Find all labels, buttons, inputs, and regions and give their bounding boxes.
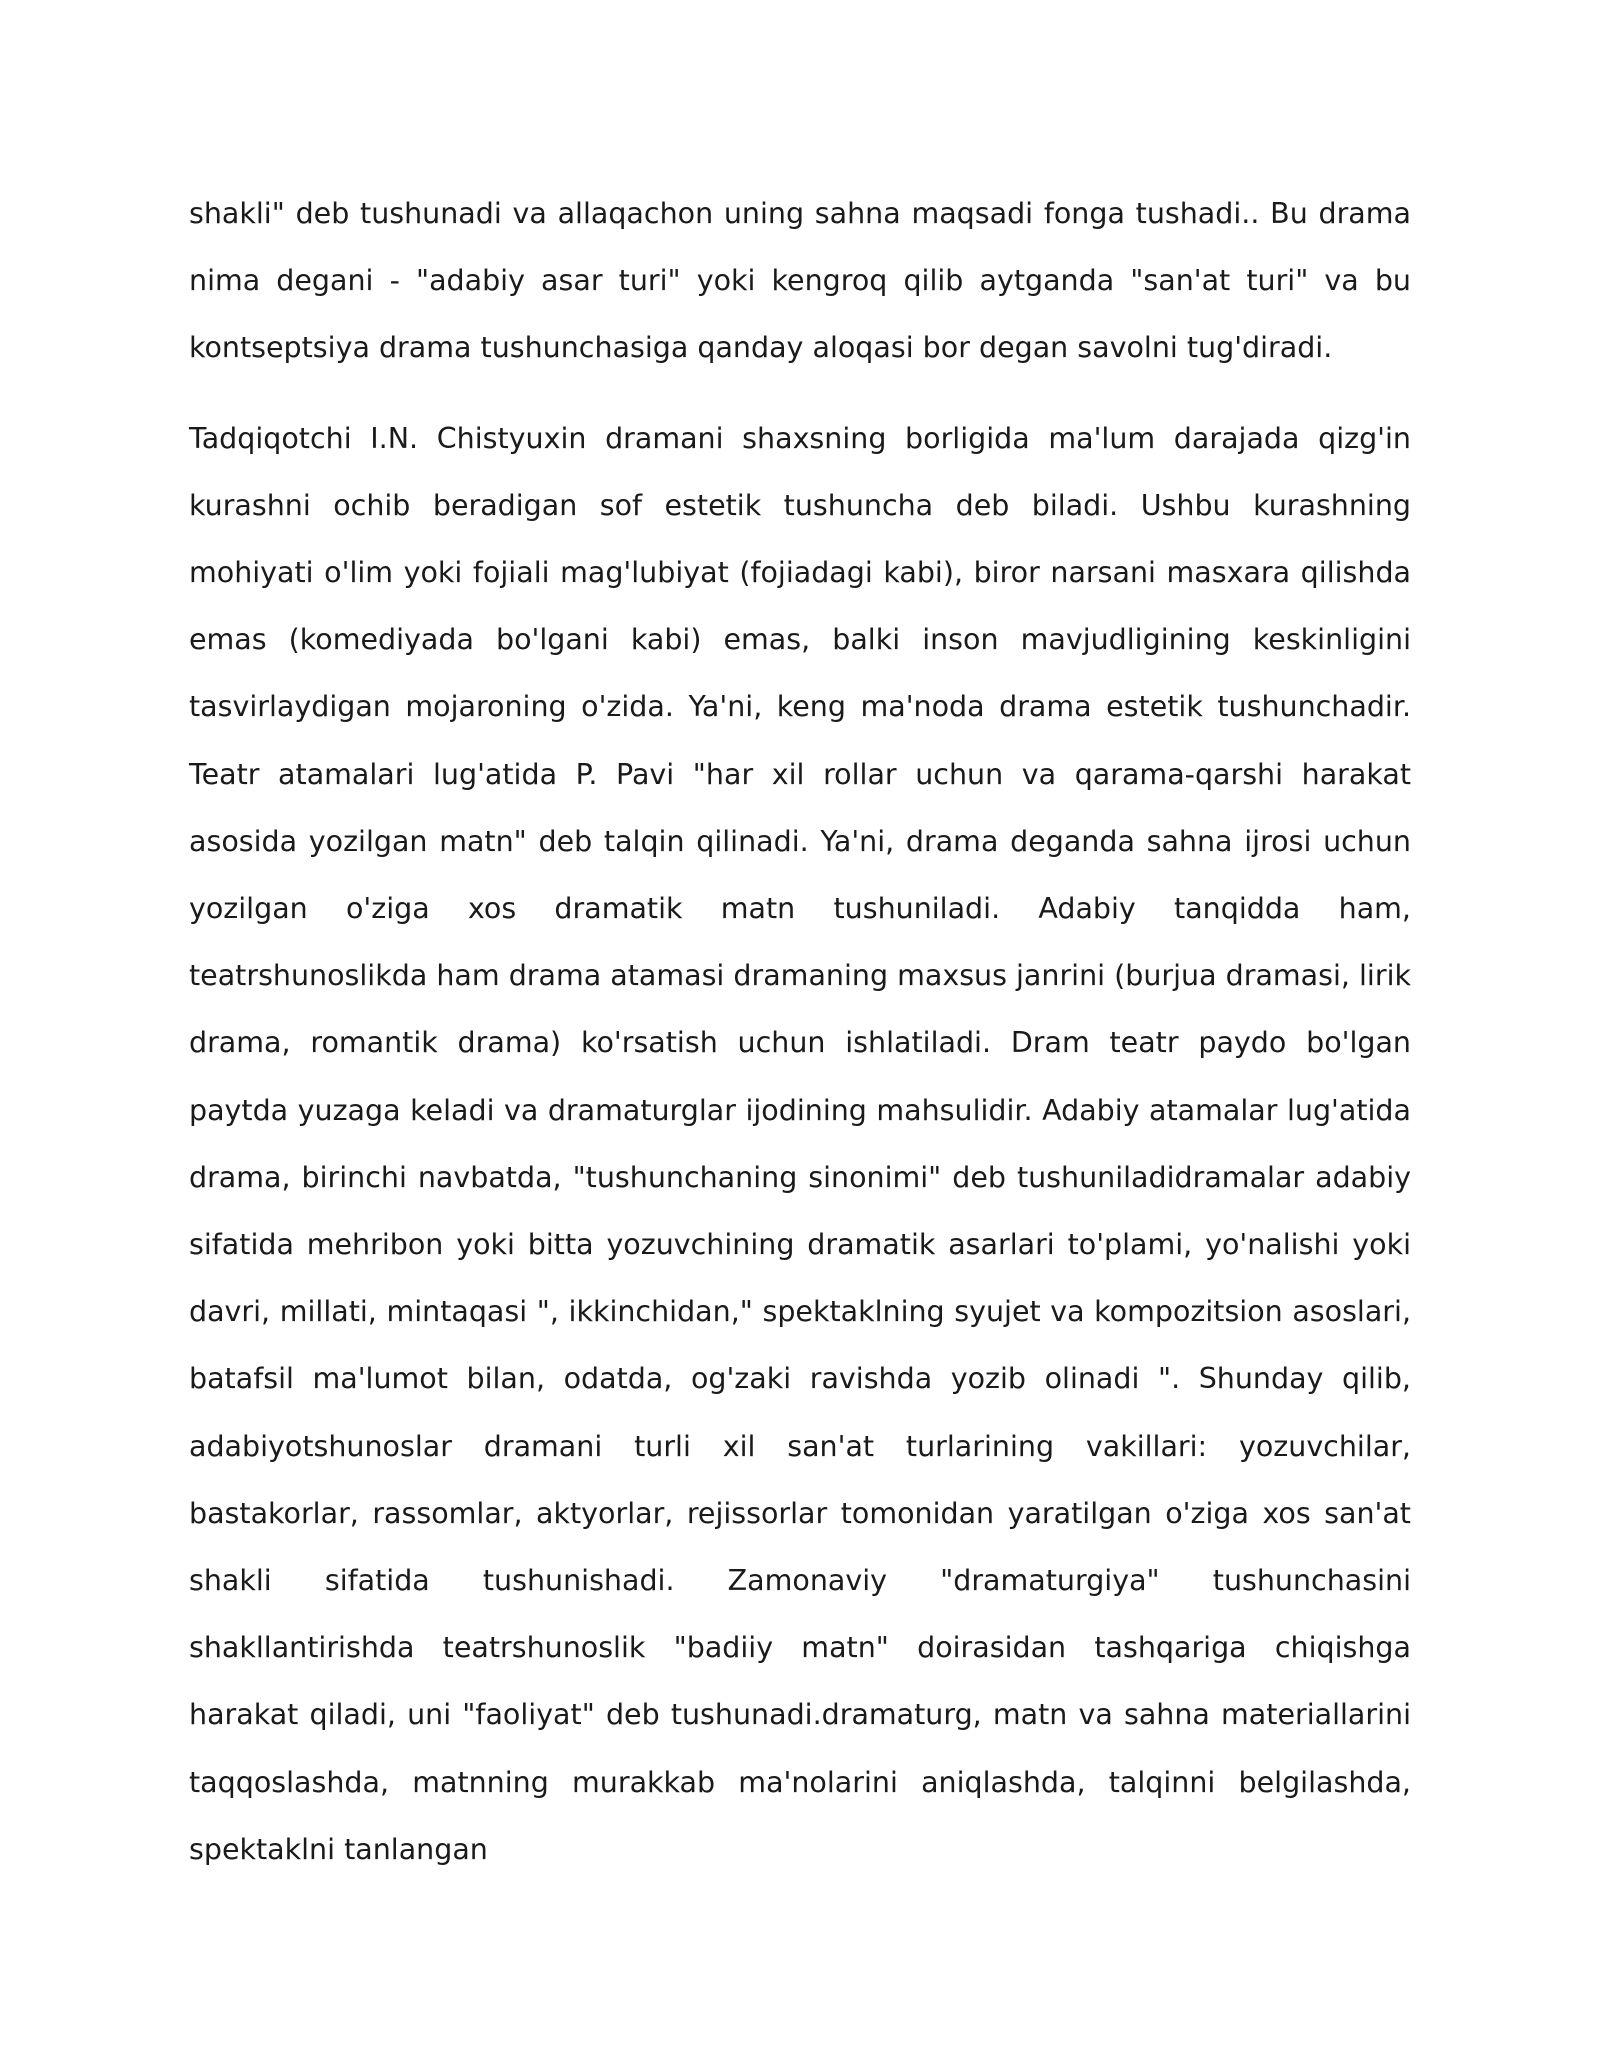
paragraph-1: shakli" deb tushunadi va allaqachon uning sahna maqsadi fonga tushadi.. Bu drama nima degani - "adabiy asar turi" yoki kengroq qilib aytganda "san'at turi" va bu kontseptsiya drama tushunchasiga qanday aloqasi bor degan savolni tug'diradi. <box>189 197 1411 365</box>
page-body <box>189 180 1411 1883</box>
paragraph-2: Tadqiqotchi I.N. Chistyuxin dramani shaxsning borligida ma'lum darajada qizg'in kurashni ochib beradigan sof estetik tushuncha deb biladi. Ushbu kurashning mohiyati o'lim yoki fojiali mag'lubiyat (fojiadagi kabi), biror narsani masxara qilishda emas (komediyada bo'lgani kabi) emas, balki inson mavjudligining keskinligini tasvirlaydigan mojaroning o'zida. Ya'ni, keng ma'noda drama estetik tushunchadir. Teatr atamalari lug'atida P. Pavi "har xil rollar uchun va qarama-qarshi harakat asosida yozilgan matn" deb talqin qilinadi. Ya'ni, drama deganda sahna ijrosi uchun yozilgan o'ziga xos dramatik matn tushuniladi. Adabiy tanqidda ham, teatrshunoslikda ham drama atamasi dramaning maxsus janrini (burjua dramasi, lirik drama, romantik drama) ko'rsatish uchun ishlatiladi. Dram teatr paydo bo'lgan paytda yuzaga keladi va dramaturglar ijodining mahsulidir. Adabiy atamalar lug'atida drama, birinchi navbatda, "tushunchaning sinonimi" deb tushuniladidramalar adabiy sifatida mehribon yoki bitta yozuvchining dramatik asarlari to'plami, yo'nalishi yoki davri, millati, mintaqasi ", ikkinchidan," spektaklning syujet va kompozitsion asoslari, batafsil ma'lumot bilan, odatda, og'zaki ravishda yozib olinadi ". Shunday qilib, adabiyotshunoslar dramani turli xil san'at turlarining vakillari: yozuvchilar, bastakorlar, rassomlar, aktyorlar, rejissorlar tomonidan yaratilgan o'ziga xos san'at shakli sifatida tushunishadi. Zamonaviy "dramaturgiya" tushunchasini shakllantirishda teatrshunoslik "badiiy matn" doirasidan tashqariga chiqishga harakat qiladi, uni "faoliyat" deb tushunadi.dramaturg, matn va sahna materiallarini taqqoslashda, matnning murakkab ma'nolarini aniqlashda, talqinni belgilashda, spektaklni tanlangan <box>189 421 1411 1866</box>
